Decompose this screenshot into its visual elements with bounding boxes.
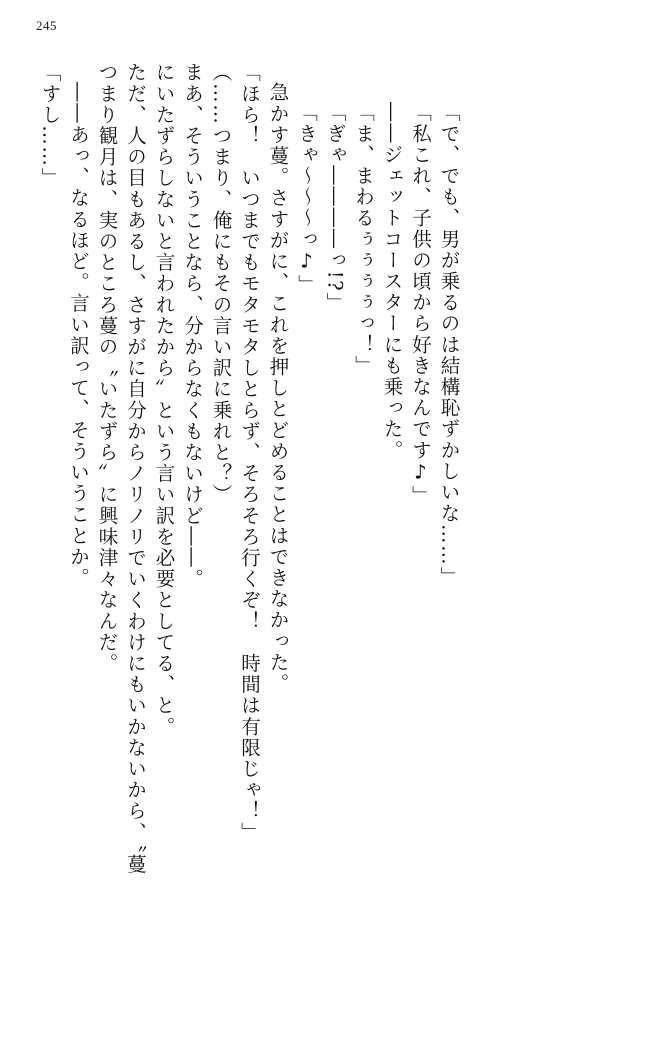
text-line: ただ、人の目もあるし、さすがに自分からノリノリでいくわけにもいかないから、〝蔓 xyxy=(124,62,147,876)
text-line: 「ぎゃ――――っ!?」 xyxy=(323,102,347,314)
text-line: ――あっ、なるほど。言い訳って、そういうことか。 xyxy=(67,82,90,589)
text-line: 「ほら！ いつまでもモタモタしとらず、そろそろ行くぞ！ 時間は有限じゃ！」 xyxy=(238,62,261,843)
text-line: 「きゃ～～～っ♪」 xyxy=(295,102,318,296)
text-line: 「で、でも、男が乗るのは結構恥ずかしいな……」 xyxy=(437,102,461,588)
text-line: つまり観月は、実のところ蔓の〝いたずら〟に興味津々なんだ。 xyxy=(95,62,119,674)
text-line: 急かす蔓。さすがに、これを押しとどめることはできなかった。 xyxy=(266,82,290,694)
text-line: 「すし……」 xyxy=(38,62,62,189)
page-number: 245 xyxy=(36,18,57,33)
text-line: ――ジェットコースターにも乗った。 xyxy=(380,102,404,461)
vertical-text-body xyxy=(31,62,631,992)
text-line: 「ま、まわるぅぅぅぅっ！」 xyxy=(352,102,375,377)
text-line: 「私これ、子供の頃から好きなんです♪」 xyxy=(409,102,432,507)
text-line: にいたずらしないと言われたから〟という言い訳を必要としてる、と。 xyxy=(152,62,176,738)
text-line: （……つまり、俺にもその言い訳に乗れと？） xyxy=(209,62,233,506)
text-line: まあ、そういうことなら、分からなくもないけど――。 xyxy=(181,62,204,590)
